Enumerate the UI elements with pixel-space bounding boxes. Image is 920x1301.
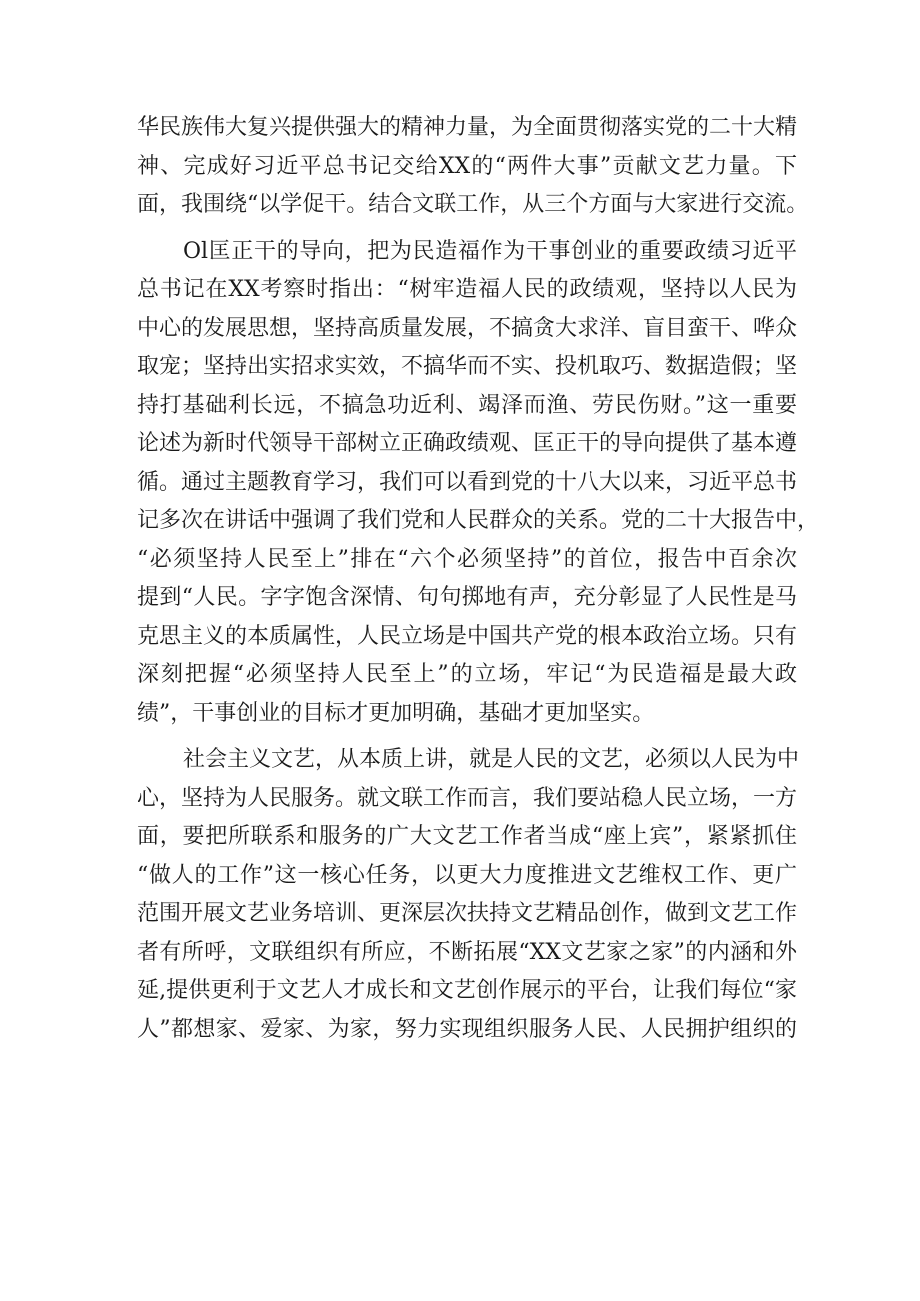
paragraph-2: [137, 233, 820, 734]
text-line: 持打基础利长远，不搞急功近利、竭泽而渔、劳民伤财。”这一重要: [137, 392, 797, 418]
text-line: 延,提供更利于文艺人才成长和文艺创作展示的平台，让我们每位“家: [137, 978, 797, 1003]
text-line: 华民族伟大复兴提供强大的精神力量，为全面贯彻落实党的二十大精: [137, 115, 798, 140]
text-line: 克思主义的本质属性，人民立场是中国共产党的根本政治立场。只有: [137, 623, 798, 649]
paragraph-gap: [137, 733, 797, 741]
paragraph-gap: [137, 225, 797, 233]
text-line: 论述为新时代领导干部树立正确政绩观、匡正干的导向提供了基本遵: [137, 431, 798, 456]
text-line: 循。通过主题教育学习，我们可以看到党的十八大以来，习近平总书: [137, 469, 798, 495]
text-line: 面，要把所联系和服务的广大文艺工作者当成“座上宾”，紧紧抓住: [137, 824, 797, 849]
text-line: 取宠；坚持出实招求实效，不搞华而不实、投机取巧、数据造假；坚: [137, 354, 798, 379]
text-line: 者有所呼，文联组织有所应，不断拓展“XX文艺家之家”的内涵和外: [137, 939, 797, 965]
text-line: “做人的工作”这一核心任务，以更大力度推进文艺维权工作、更广: [137, 862, 797, 888]
text-line: 面，我围绕“以学促干。结合文联工作，从三个方面与大家进行交流。: [137, 192, 809, 217]
paragraph-3: [137, 741, 800, 1049]
text-line: 范围开展文艺业务培训、更深层次扶持文艺精品创作，做到文艺工作: [137, 901, 798, 926]
paragraph-1: [137, 109, 809, 225]
text-line: 绩”，干事创业的目标才更加明确，基础才更加坚实。: [137, 700, 655, 726]
text-line: 记多次在讲话中强调了我们党和人民群众的关系。党的二十大报告中，: [137, 508, 820, 533]
text-line: 社会主义文艺，从本质上讲，就是人民的文艺，必须以人民为中: [183, 747, 800, 772]
text-line: 人”都想家、爱家、为家，努力实现组织服务人民、人民拥护组织的: [137, 1016, 797, 1042]
text-line: 心，坚持为人民服务。就文联工作而言，我们要站稳人民立场，一方: [137, 785, 798, 811]
text-line: Ol匡正干的导向，把为民造福作为干事创业的重要政绩习近平: [183, 238, 797, 264]
text-line: “必须坚持人民至上”排在“六个必须坚持”的首位，报告中百余次: [137, 546, 797, 572]
text-line: 中心的发展思想，坚持高质量发展，不搞贪大求洋、盲目蛮干、哗众: [137, 315, 798, 341]
text-line: 深刻把握“必须坚持人民至上”的立场，牢记“为民造福是最大政: [137, 662, 797, 687]
text-line: 神、完成好习近平总书记交给XX的“两件大事”贡献文艺力量。下: [137, 153, 797, 179]
text-line: 总书记在XX考察时指出：“树牢造福人民的政绩观，坚持以人民为: [137, 277, 797, 302]
document-body: [137, 109, 820, 1049]
text-line: 提到“人民。字字饱含深情、句句掷地有声，充分彰显了人民性是马: [137, 585, 797, 610]
